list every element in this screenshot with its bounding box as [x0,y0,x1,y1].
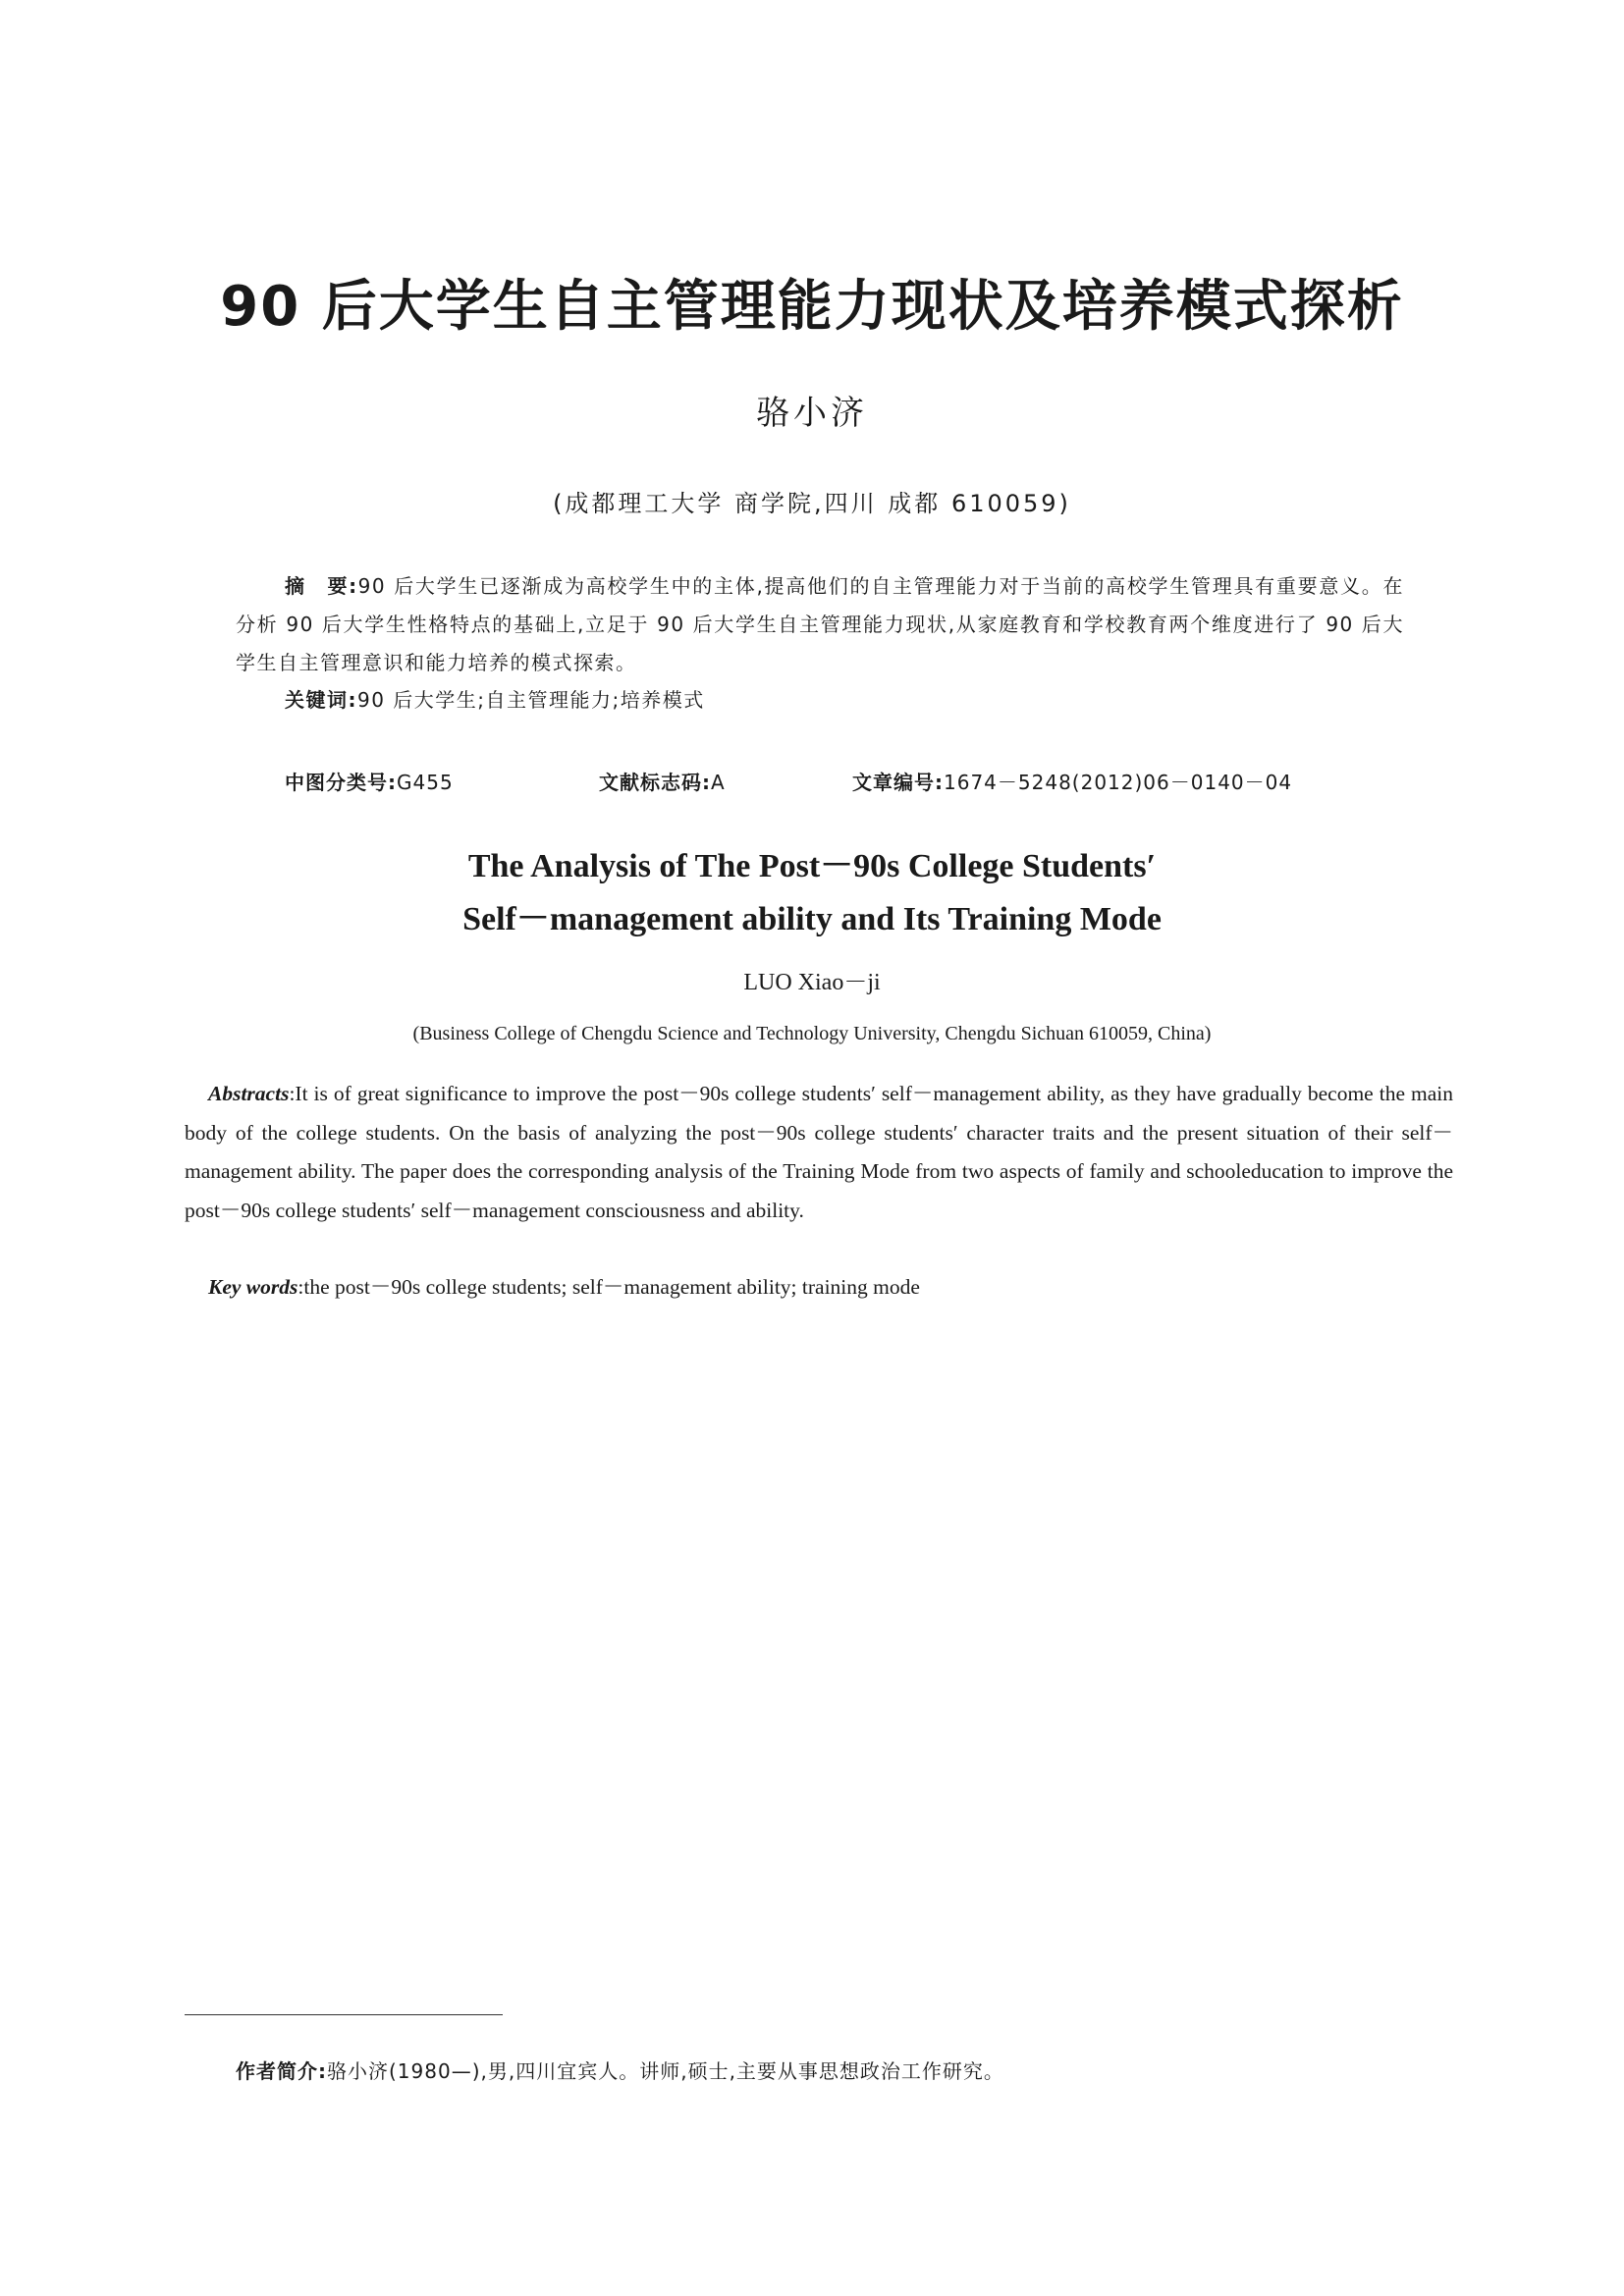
footnote-divider [185,2014,503,2015]
title-english-line1: The Analysis of The Post－90s College Students′ [467,848,1157,884]
affiliation-chinese: (成都理工大学 商学院,四川 成都 610059) [553,490,1071,517]
title-english-line2: Self－management ability and Its Training Mode [462,901,1162,937]
abstract-chinese-label: 摘 要: [285,574,358,598]
abstract-chinese [236,567,1404,682]
article-number-label: 文章编号: [852,771,944,794]
keywords-english [208,1270,920,1301]
keywords-chinese-label: 关键词: [285,688,357,712]
article-number-value: 1674－5248(2012)06－0140－04 [944,771,1293,794]
document-code-label: 文献标志码: [599,771,711,794]
abstract-english-label: Abstracts [208,1082,290,1105]
keywords-chinese [285,684,705,713]
abstract-chinese-text: 90 后大学生已逐渐成为高校学生中的主体,提高他们的自主管理能力对于当前的高校学生管理具有重要意义。在分析 90 后大学生性格特点的基础上,立足于 90 后大学生自主管理能力现状,从家庭教育和学校教育两个维度进行了 90 后大学生自主管理意识和能力培养的模式探索。 [236,574,1404,674]
title-english [0,840,1624,946]
document-code-value: A [711,771,726,794]
document-code [599,767,726,795]
affiliation-english: (Business College of Chengdu Science and Technology University, Chengdu Sichuan 610059, China) [412,1023,1212,1044]
keywords-chinese-text: 90 后大学生;自主管理能力;培养模式 [357,688,705,712]
article-number [852,767,1292,795]
clc-number [285,767,454,795]
footnote-label: 作者简介: [236,2059,327,2083]
title-chinese: 90 后大学生自主管理能力现状及培养模式探析 [220,275,1404,339]
clc-value: G455 [397,771,454,794]
abstract-english-text: :It is of great significance to improve the post－90s college students′ self－management ability, as they have gradually become the main body of the college students. On the basis of analyzing the post－90s college students′ character traits and the present situation of their self－management ability. The paper does the corresponding analysis of the Training Mode from two aspects of family and schooleducation to improve the post－90s college students′ self－management consciousness and ability. [185,1082,1453,1222]
author-chinese: 骆小济 [756,394,868,433]
keywords-english-text: :the post－90s college students; self－management ability; training mode [298,1275,920,1299]
clc-label: 中图分类号: [285,771,397,794]
abstract-english [185,1075,1453,1230]
author-footnote [236,2056,1004,2084]
keywords-english-label: Key words [208,1275,298,1299]
footnote-text: 骆小济(1980—),男,四川宜宾人。讲师,硕士,主要从事思想政治工作研究。 [327,2059,1004,2083]
author-english: LUO Xiao－ji [743,970,881,995]
